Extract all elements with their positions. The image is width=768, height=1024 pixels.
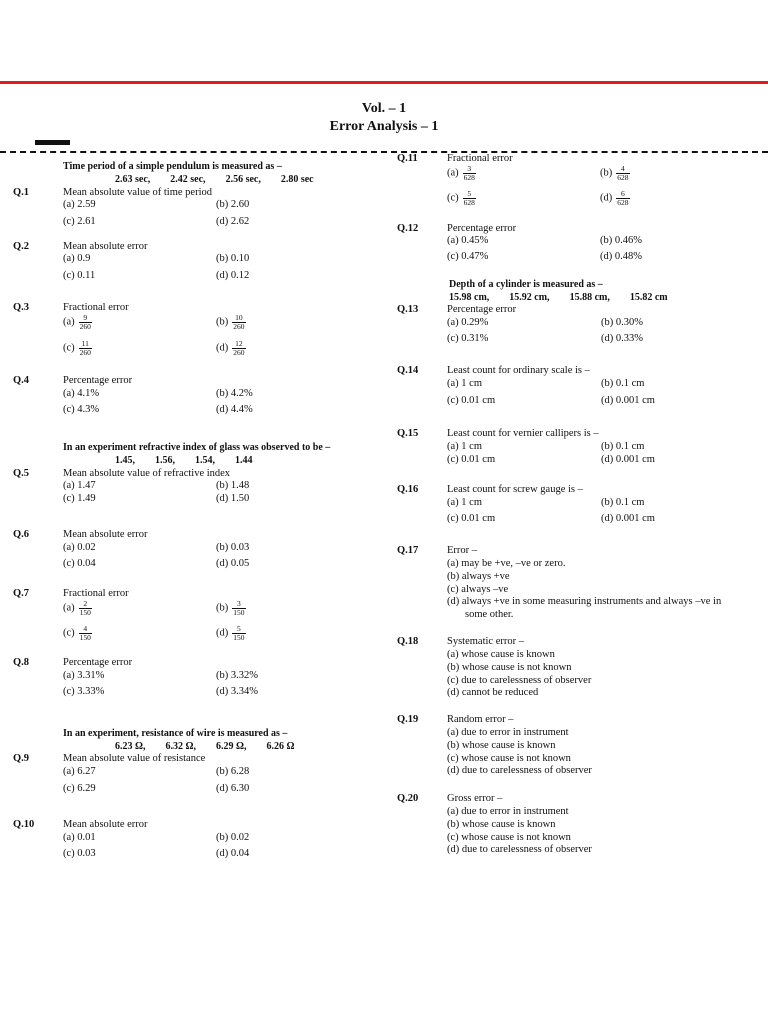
option-a: (a) 4.1% [63, 388, 100, 399]
option-b: (b) 0.1 cm [601, 497, 645, 508]
question-text: Least count for vernier callipers is – [447, 428, 599, 439]
value: 1.54, [195, 455, 215, 466]
option-a: (a) 1 cm [447, 378, 482, 389]
option-a: (a) due to error in instrument [447, 806, 569, 817]
value: 6.32 Ω, [165, 741, 197, 752]
section-marker [35, 140, 70, 145]
option-a: (a) due to error in instrument [447, 727, 569, 738]
question-number: Q.20 [397, 793, 419, 804]
option-c: (c) 3.33% [63, 686, 105, 697]
question-text: Error – [447, 545, 478, 556]
question-number: Q.18 [397, 636, 419, 647]
question-text: Gross error – [447, 793, 503, 804]
value: 1.56, [155, 455, 175, 466]
fraction: $\frac{6}{628}$ [617, 189, 629, 207]
option-b: (b) 0.1 cm [601, 378, 645, 389]
option-list [447, 558, 721, 622]
fraction: $\frac{9}{260}$ [79, 313, 91, 331]
option-b: (b) always +ve [447, 570, 510, 582]
value: 15.88 cm, [569, 292, 610, 303]
option-d: (d) 0.001 cm [601, 395, 655, 406]
question-text: Systematic error – [447, 636, 524, 647]
option-a: (a) may be +ve, –ve or zero. [447, 558, 566, 569]
fraction: $\frac{3}{150}$ [233, 599, 245, 617]
fraction: $\frac{2}{150}$ [79, 599, 91, 617]
option-d: (d) 0.05 [216, 558, 250, 569]
option-b: (b) 2.60 [216, 199, 250, 210]
option-b: (b) 3.32% [216, 670, 258, 681]
option-b: (b) 4.2% [216, 388, 253, 399]
fraction: $\frac{3}{628}$ [463, 164, 475, 182]
option-c: (c) 4.3% [63, 404, 100, 415]
fraction: $\frac{4}{150}$ [79, 624, 91, 642]
question-text: Random error – [447, 714, 514, 725]
question-number: Q.19 [397, 714, 419, 725]
header-red-line [0, 81, 768, 84]
option-c: (c) whose cause is not known [447, 831, 571, 843]
option-a: (a) $\frac{3}{628}$ [447, 164, 475, 182]
option-d: (d) due to carelessness of observer [447, 844, 592, 856]
option-c: (c) 2.61 [63, 216, 96, 227]
option-a: (a) 3.31% [63, 670, 105, 681]
fraction: $\frac{4}{628}$ [617, 164, 629, 182]
fraction: $\frac{10}{260}$ [233, 313, 245, 331]
option-c: (c) due to carelessness of observer [447, 674, 592, 686]
question-number: Q.9 [13, 753, 30, 764]
option-a: (a) 1.47 [63, 480, 96, 491]
option-c: (c) always –ve [447, 583, 509, 595]
question-text: Mean absolute value of time period [63, 187, 212, 198]
divider-line [0, 151, 768, 153]
option-a: (a) 0.29% [447, 317, 489, 328]
question-text: Least count for screw gauge is – [447, 484, 583, 495]
question-number: Q.16 [397, 484, 419, 495]
option-a: (a) 0.02 [63, 542, 96, 553]
option-a: (a) 2.59 [63, 199, 96, 210]
option-b: (b) 1.48 [216, 480, 250, 491]
volume-label: Vol. – 1 [361, 101, 407, 116]
option-c: (c) 1.49 [63, 493, 96, 504]
option-a: (a) 0.45% [447, 235, 489, 246]
intro-values [115, 455, 273, 467]
option-c: (c) 0.01 cm [447, 454, 496, 465]
option-c: (c) whose cause is not known [447, 752, 571, 764]
value: 2.63 sec, [115, 174, 151, 185]
option-d: (d) 0.12 [216, 270, 250, 281]
option-b: (b) 0.03 [216, 542, 250, 553]
option-d: (d) 2.62 [216, 216, 250, 227]
option-list [447, 649, 591, 700]
value: 6.26 Ω [266, 741, 295, 752]
option-a: (a) 0.01 [63, 832, 96, 843]
question-number: Q.11 [397, 153, 418, 164]
value: 2.42 sec, [170, 174, 206, 185]
option-d: (d) $\frac{6}{628}$ [600, 189, 629, 207]
option-a: (a) 0.9 [63, 253, 91, 264]
question-number: Q.12 [397, 223, 419, 234]
option-b: (b) $\frac{10}{260}$ [216, 313, 245, 331]
question-text: Mean absolute error [63, 529, 148, 540]
question-text: Fractional error [63, 588, 129, 599]
option-a: (a) 1 cm [447, 441, 482, 452]
option-d: (d) 3.34% [216, 686, 258, 697]
option-d: (d) $\frac{5}{150}$ [216, 624, 245, 642]
option-c: (c) $\frac{4}{150}$ [63, 624, 91, 642]
question-text: Percentage error [447, 223, 517, 234]
question-number: Q.1 [13, 187, 30, 198]
option-b: (b) 0.1 cm [601, 441, 645, 452]
value: 2.80 sec [280, 174, 314, 185]
option-a: (a) 6.27 [63, 766, 96, 777]
question-text: Fractional error [447, 153, 513, 164]
option-d: (d) always +ve in some measuring instruments and always –ve in [447, 596, 722, 608]
option-c: (c) 0.03 [63, 848, 96, 859]
question-text: Mean absolute error [63, 819, 148, 830]
question-text: Percentage error [63, 657, 133, 668]
question-text: Percentage error [63, 375, 133, 386]
value: 15.82 cm [629, 292, 668, 303]
option-d-continued: some other. [465, 609, 514, 621]
question-number: Q.2 [13, 241, 30, 252]
option-d: (d) 0.48% [600, 251, 642, 262]
option-d: (d) cannot be reduced [447, 687, 539, 699]
question-number: Q.14 [397, 365, 419, 376]
intro-text: In an experiment, resistance of wire is measured as – [63, 728, 288, 739]
option-b: (b) $\frac{4}{628}$ [600, 164, 629, 182]
option-c: (c) 0.04 [63, 558, 96, 569]
question-text: Mean absolute error [63, 241, 148, 252]
option-d: (d) 4.4% [216, 404, 253, 415]
intro-values [115, 741, 315, 753]
option-a: (a) 1 cm [447, 497, 482, 508]
fraction: $\frac{12}{260}$ [233, 339, 245, 357]
question-text: Mean absolute value of refractive index [63, 468, 231, 479]
option-c: (c) 0.01 cm [447, 395, 496, 406]
value: 15.98 cm, [449, 292, 490, 303]
option-b: (b) 6.28 [216, 766, 250, 777]
page-title: Error Analysis – 1 [329, 119, 439, 134]
option-d: (d) $\frac{12}{260}$ [216, 339, 245, 357]
question-number: Q.15 [397, 428, 419, 439]
question-text: Mean absolute value of resistance [63, 753, 206, 764]
question-text: Fractional error [63, 302, 129, 313]
question-number: Q.6 [13, 529, 30, 540]
question-number: Q.5 [13, 468, 30, 479]
intro-text: In an experiment refractive index of glass was observed to be – [63, 442, 331, 453]
value: 1.45, [115, 455, 135, 466]
question-number: Q.3 [13, 302, 30, 313]
option-c: (c) 6.29 [63, 783, 96, 794]
fraction: $\frac{5}{628}$ [463, 189, 475, 207]
option-c: (c) $\frac{5}{628}$ [447, 189, 475, 207]
value: 1.44 [235, 455, 253, 466]
intro-text: Time period of a simple pendulum is measured as – [63, 161, 282, 172]
option-c: (c) 0.47% [447, 251, 489, 262]
option-a: (a) whose cause is known [447, 649, 555, 660]
question-text: Least count for ordinary scale is – [447, 365, 590, 376]
option-b: (b) $\frac{3}{150}$ [216, 599, 245, 617]
option-c: (c) $\frac{11}{260}$ [63, 339, 91, 357]
option-d: (d) 6.30 [216, 783, 250, 794]
option-b: (b) 0.30% [601, 317, 643, 328]
intro-values [449, 292, 668, 304]
question-number: Q.8 [13, 657, 30, 668]
option-a: (a) $\frac{2}{150}$ [63, 599, 91, 617]
option-d: (d) 0.001 cm [601, 454, 655, 465]
option-c: (c) 0.31% [447, 333, 489, 344]
fraction: $\frac{5}{150}$ [233, 624, 245, 642]
option-c: (c) 0.11 [63, 270, 96, 281]
option-d: (d) 0.04 [216, 848, 250, 859]
option-d: (d) 0.33% [601, 333, 643, 344]
question-number: Q.4 [13, 375, 30, 386]
option-b: (b) whose cause is known [447, 818, 556, 830]
option-list [447, 727, 592, 778]
intro-values [115, 174, 334, 186]
question-number: Q.7 [13, 588, 30, 599]
option-b: (b) 0.02 [216, 832, 250, 843]
value: 6.23 Ω, [115, 741, 146, 752]
option-d: (d) 1.50 [216, 493, 250, 504]
option-list [447, 806, 592, 857]
value: 6.29 Ω, [216, 741, 247, 752]
option-d: (d) due to carelessness of observer [447, 765, 592, 777]
question-number: Q.10 [13, 819, 35, 830]
value: 2.56 sec, [225, 174, 261, 185]
option-a: (a) $\frac{9}{260}$ [63, 313, 91, 331]
question-text: Percentage error [447, 304, 517, 315]
question-number: Q.17 [397, 545, 419, 556]
option-b: (b) whose cause is known [447, 739, 556, 751]
option-b: (b) whose cause is not known [447, 661, 572, 673]
fraction: $\frac{11}{260}$ [79, 339, 91, 357]
option-b: (b) 0.10 [216, 253, 250, 264]
option-c: (c) 0.01 cm [447, 513, 496, 524]
question-number: Q.13 [397, 304, 419, 315]
option-b: (b) 0.46% [600, 235, 642, 246]
option-d: (d) 0.001 cm [601, 513, 655, 524]
value: 15.92 cm, [509, 292, 550, 303]
intro-text: Depth of a cylinder is measured as – [449, 279, 603, 290]
